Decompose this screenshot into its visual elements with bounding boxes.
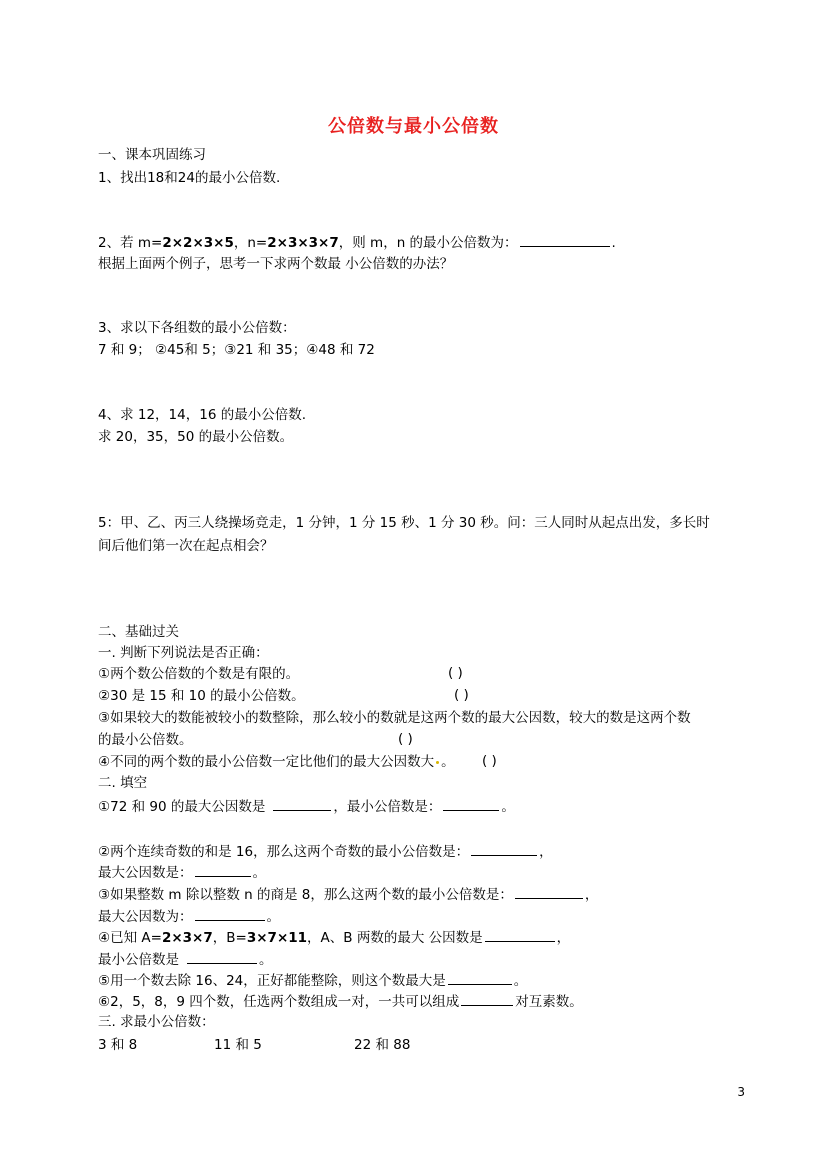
fill-item-4-cont	[98, 949, 273, 969]
fill-2-text-c: 最大公因数是：	[98, 865, 193, 881]
fill-2-text-b: ，	[539, 844, 553, 860]
fill-2-text-a: ②两个连续奇数的和是 16，那么这两个奇数的最小公倍数是：	[98, 844, 470, 860]
fill-4-B-value: 3×7×11	[246, 930, 308, 946]
highlight-dot	[436, 761, 439, 764]
question-4b: 求 20，35，50 的最小公倍数。	[98, 429, 294, 445]
question-2-followup: 根据上面两个例子，思考一下求两个数最 小公倍数的办法？	[98, 256, 454, 272]
answer-blank[interactable]	[485, 927, 555, 942]
answer-blank[interactable]	[515, 884, 583, 899]
fill-3-text-c: 最大公因数为：	[98, 909, 193, 925]
question-3-items: 7 和 9； ②45和 5；③21 和 35；④48 和 72	[98, 342, 375, 358]
fill-4-text-c: ，A、B 两数的最大 公因数是	[307, 930, 483, 946]
lcm-item-3: 22 和 88	[354, 1037, 411, 1053]
fill-6-text-b: 对互素数。	[515, 994, 583, 1010]
page-number: 3	[737, 1085, 745, 1099]
q2-mid: ，n=	[233, 235, 268, 251]
judge-answer-3[interactable]: ( )	[398, 731, 413, 747]
section-1-heading: 一、课本巩固练习	[98, 147, 206, 163]
judge-item-2: ②30 是 15 和 10 的最小公倍数。	[98, 688, 305, 704]
lcm-title: 三. 求最小公倍数：	[98, 1014, 215, 1030]
judge-item-4-text: ④不同的两个数的最小公倍数一定比他们的最大公因数大	[98, 754, 435, 770]
fill-3-text-b: ，	[584, 887, 599, 903]
answer-blank[interactable]	[195, 906, 265, 921]
fill-4-text-b: ，B=	[212, 930, 247, 946]
fill-3-text-d: 。	[266, 909, 280, 925]
fill-1-text-b: ，最小公倍数是：	[333, 799, 442, 815]
fill-title: 二. 填空	[98, 775, 148, 791]
question-5-line-1: 5：甲、乙、丙三人绕操场竞走，1 分钟，1 分 15 秒、1 分 30 秒。问：三人同时从起点出发，多长时	[98, 515, 710, 531]
q2-post: ，则 m，n 的最小公倍数为：	[338, 235, 518, 251]
fill-1-text-a: ①72 和 90 的最大公因数是	[98, 799, 266, 815]
fill-4-text-d: ，	[556, 930, 571, 946]
q2-end: .	[611, 235, 616, 251]
answer-blank[interactable]	[187, 949, 257, 964]
judge-title: 一. 判断下列说法是否正确：	[98, 645, 269, 661]
question-4a: 4、求 12，14，16 的最小公倍数.	[98, 407, 306, 423]
lcm-item-1: 3 和 8	[98, 1037, 138, 1053]
q2-prefix: 2、若 m=	[98, 235, 163, 251]
fill-item-4	[98, 927, 570, 947]
question-5-line-2: 间后他们第一次在起点相会？	[98, 538, 274, 554]
lcm-item-2: 11 和 5	[214, 1037, 262, 1053]
fill-5-text-b: 。	[513, 973, 528, 989]
answer-blank[interactable]	[443, 796, 499, 811]
fill-4-text-a: ④已知 A=	[98, 930, 162, 946]
page-title: 公倍数与最小公倍数	[328, 116, 499, 137]
fill-2-text-d: 。	[252, 865, 266, 881]
fill-item-2	[98, 841, 553, 861]
judge-item-1: ①两个数公倍数的个数是有限的。	[98, 666, 300, 682]
judge-answer-2[interactable]: ( )	[454, 687, 469, 703]
fill-item-1	[98, 796, 515, 816]
q2-m-value: 2×2×3×5	[162, 235, 234, 251]
fill-item-2-cont	[98, 862, 266, 882]
judge-item-3-line-2: 的最小公倍数。	[98, 732, 193, 748]
judge-answer-4[interactable]: ( )	[482, 753, 497, 769]
judge-item-3-line-1: ③如果较大的数能被较小的数整除，那么较小的数就是这两个数的最大公因数，较大的数是这两个数	[98, 710, 691, 726]
section-2-heading: 二、基础过关	[98, 624, 179, 640]
fill-1-text-c: 。	[501, 799, 515, 815]
fill-3-text-a: ③如果整数 m 除以整数 n 的商是 8，那么这两个数的最小公倍数是：	[98, 887, 513, 903]
fill-item-3-cont	[98, 906, 280, 926]
fill-4-text-f: 。	[259, 952, 273, 968]
answer-blank[interactable]	[195, 862, 251, 877]
fill-4-text-e: 最小公倍数是	[98, 952, 179, 968]
answer-blank[interactable]	[461, 991, 513, 1006]
fill-item-5	[98, 970, 527, 990]
answer-blank[interactable]	[448, 970, 512, 985]
answer-blank[interactable]	[471, 841, 537, 856]
question-2	[98, 232, 616, 252]
fill-item-6	[98, 991, 583, 1011]
fill-4-A-value: 2×3×7	[161, 930, 213, 946]
fill-5-text-a: ⑤用一个数去除 16、24，正好都能整除，则这个数最大是	[98, 973, 446, 989]
q2-n-value: 2×3×3×7	[267, 235, 339, 251]
question-3: 3、求以下各组数的最小公倍数：	[98, 320, 296, 336]
answer-blank[interactable]	[273, 796, 331, 811]
judge-item-4-end: 。	[441, 754, 455, 770]
answer-blank[interactable]	[520, 232, 610, 247]
fill-6-text-a: ⑥2，5，8，9 四个数，任选两个数组成一对，一共可以组成	[98, 994, 460, 1010]
judge-answer-1[interactable]: ( )	[448, 665, 463, 681]
question-1: 1、找出18和24的最小公倍数.	[98, 170, 281, 186]
judge-item-4	[98, 753, 455, 771]
fill-item-3	[98, 884, 598, 904]
